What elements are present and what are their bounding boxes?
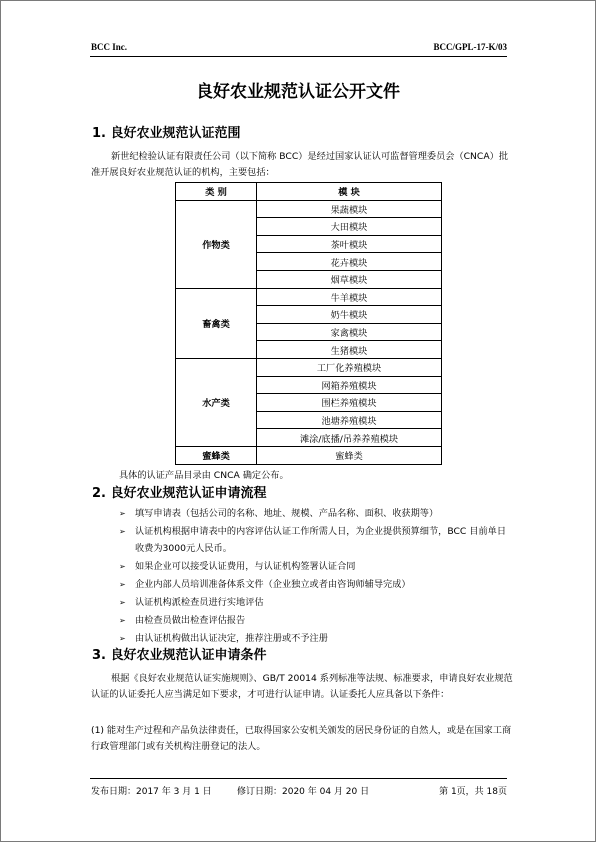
- table-cell-module: 牛羊模块: [257, 288, 442, 306]
- table-cell-module: 网箱养殖模块: [257, 376, 442, 394]
- arrow-bullet-icon: ➢: [119, 579, 126, 589]
- table-cell-module: 茶叶模块: [257, 235, 442, 253]
- step-text: 由认证机构做出认证决定，推荐注册或不予注册: [135, 632, 328, 644]
- list-item: [119, 595, 511, 612]
- table-cell-category: 畜禽类: [176, 288, 257, 358]
- header-company: BCC Inc.: [91, 42, 128, 52]
- table-cell-module: 围栏养殖模块: [257, 394, 442, 412]
- step-text: 如果企业可以接受认证费用，与认证机构签署认证合同: [135, 560, 356, 572]
- list-item: [119, 524, 511, 557]
- arrow-bullet-icon: ➢: [119, 561, 126, 571]
- table-cell-module: 大田模块: [257, 218, 442, 236]
- table-cell-category: 作物类: [176, 200, 257, 288]
- footer-page-number: 第 1页，共 18页: [439, 787, 507, 797]
- table-cell-module: 果蔬模块: [257, 200, 442, 218]
- list-item: [119, 613, 511, 630]
- table-cell-module: 烟草模块: [257, 270, 442, 288]
- arrow-bullet-icon: ➢: [119, 633, 126, 643]
- table-row: [176, 446, 442, 464]
- certification-scope-table: [175, 182, 442, 465]
- step-text: 认证机构派检查员进行实地评估: [135, 596, 264, 608]
- table-cell-module: 花卉模块: [257, 253, 442, 271]
- step-text: 认证机构根据申请表中的内容评估认证工作所需人日，为企业提供预算细节，BCC 目前单日收费为3000元人民币。: [135, 526, 507, 554]
- table-header-module: 模 块: [257, 183, 442, 201]
- table-header-category: 类 别: [176, 183, 257, 201]
- section-3-intro: 根据《良好农业规范认证实施规则》、GB/T 20014 系列标准等法规、标准要求，申请良好农业规范认证的认证委托人应当满足如下要求，才可进行认证申请。认证委托人应具备以下条件：: [91, 673, 513, 700]
- table-cell-module: 奶牛模块: [257, 306, 442, 324]
- arrow-bullet-icon: ➢: [119, 509, 126, 518]
- table-cell-category: 蜜蜂类: [176, 446, 257, 464]
- section-1-heading: 1. 良好农业规范认证范围: [92, 126, 241, 141]
- list-item: [119, 577, 511, 594]
- table-cell-module: 池塘养殖模块: [257, 411, 442, 429]
- step-text: 由检查员做出检查评估报告: [135, 614, 246, 626]
- application-steps-list: [119, 506, 511, 649]
- step-text: 企业内部人员培训准备体系文件（企业独立或者由咨询师辅导完成）: [135, 578, 411, 590]
- table-cell-module: 滩涂/底播/吊养养殖模块: [257, 429, 442, 447]
- document-title: 良好农业规范认证公开文件: [196, 82, 400, 102]
- section-3-heading: 3. 良好农业规范认证申请条件: [92, 648, 267, 663]
- arrow-bullet-icon: ➢: [119, 597, 126, 607]
- section-1-note: 具体的认证产品目录由 CNCA 确定公布。: [119, 470, 289, 481]
- header-rule: [90, 56, 507, 57]
- footer-revise-date: 修订日期：2020 年 04 月 20 日: [237, 787, 370, 797]
- table-cell-module: 工厂化养殖模块: [257, 358, 442, 376]
- footer-publish-date: 发布日期：2017 年 3 月 1 日: [91, 787, 212, 797]
- section-2-heading: 2. 良好农业规范认证申请流程: [92, 486, 267, 501]
- section-1-intro: 新世纪检验认证有限责任公司（以下简称 BCC）是经过国家认证认可监督管理委员会（CNCA）批准开展良好农业规范认证的机构，主要包括：: [91, 151, 509, 178]
- list-item: [119, 559, 511, 576]
- table-row: [176, 200, 442, 218]
- step-text: 填写申请表（包括公司的名称、地址、规模、产品名称、面积、收获期等）: [135, 508, 439, 519]
- section-3-item-1: (1) 能对生产过程和产品负法律责任，已取得国家公安机关颁发的居民身份证的自然人，或是在国家工商行政管理部门或有关机构注册登记的法人。: [91, 725, 512, 752]
- table-cell-module: 生猪模块: [257, 341, 442, 359]
- list-item: [119, 506, 511, 523]
- table-cell-module: 蜜蜂类: [257, 446, 442, 464]
- table-row: [176, 358, 442, 376]
- footer-rule: [90, 778, 507, 779]
- arrow-bullet-icon: ➢: [119, 615, 126, 625]
- arrow-bullet-icon: ➢: [119, 527, 126, 536]
- table-cell-module: 家禽模块: [257, 323, 442, 341]
- table-cell-category: 水产类: [176, 358, 257, 446]
- header-doc-code: BCC/GPL-17-K/03: [433, 42, 507, 52]
- table-row: [176, 288, 442, 306]
